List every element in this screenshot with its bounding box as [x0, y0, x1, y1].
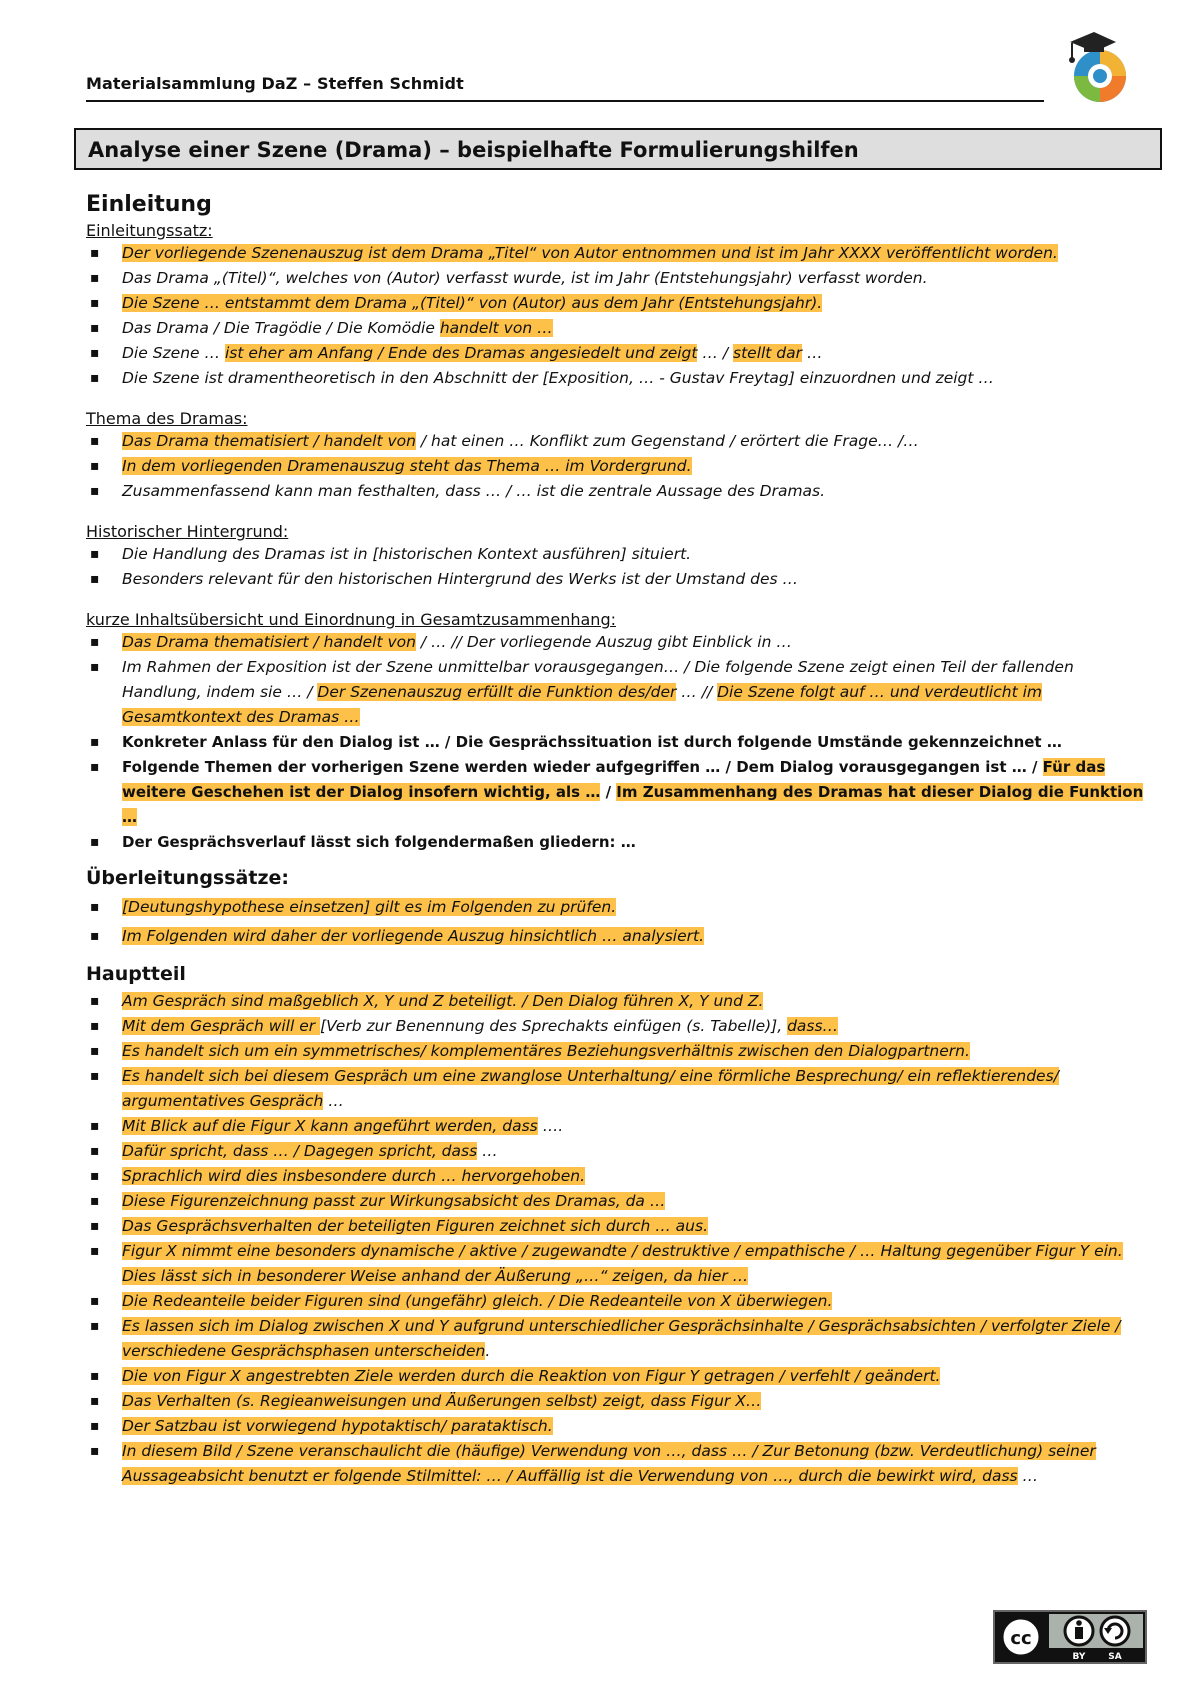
list-item — [86, 1014, 1146, 1039]
subheading-inhalt: kurze Inhaltsübersicht und Einordnung in Gesamtzusammenhang: — [86, 610, 616, 629]
highlighted-text: Mit dem Gespräch will er — [122, 1017, 321, 1035]
item-text: Der Gesprächsverlauf lässt sich folgendermaßen gliedern: … — [122, 833, 636, 851]
highlighted-text: stellt dar — [733, 344, 803, 362]
subheading-thema: Thema des Dramas: — [86, 409, 248, 428]
section-heading-ueberleitung: Überleitungssätze: — [86, 867, 289, 889]
highlighted-text: Die Szene … entstammt dem Drama „(Titel)“ von (Autor) aus dem Jahr (Entstehungsjahr). — [122, 294, 823, 312]
list-item — [86, 454, 1146, 479]
list-ueberleitung — [86, 893, 1146, 951]
list-item — [86, 989, 1146, 1014]
list-item — [86, 241, 1146, 266]
item-text: … — [1017, 1467, 1039, 1485]
item-text: … — [323, 1092, 344, 1110]
item-text: Die Szene ist dramentheoretisch in den Abschnitt der [Exposition, … - Gustav Freytag] einzuordnen und zeigt … — [122, 369, 994, 387]
highlighted-text: handelt von … — [439, 319, 553, 337]
list-hauptteil — [86, 989, 1146, 1489]
highlighted-text: Diese Figurenzeichnung passt zur Wirkungsabsicht des Dramas, da … — [122, 1192, 666, 1210]
list-thema — [86, 429, 1146, 504]
item-text: Das Drama „(Titel)“, welches von (Autor) verfasst wurde, ist im Jahr (Entstehungsjahr) verfasst worden. — [122, 269, 928, 287]
item-text: Zusammenfassend kann man festhalten, dass … / … ist die zentrale Aussage des Dramas. — [122, 482, 826, 500]
item-text: … / — [697, 344, 733, 362]
list-item — [86, 316, 1146, 341]
highlighted-text: Am Gespräch sind maßgeblich X, Y und Z beteiligt. / Den Dialog führen X, Y und Z. — [122, 992, 764, 1010]
list-item — [86, 366, 1146, 391]
item-text: / — [600, 783, 617, 801]
highlighted-text: Das Gesprächsverhalten der beteiligten Figuren zeichnet sich durch … aus. — [122, 1217, 708, 1235]
item-text: …. — [537, 1117, 564, 1135]
page-header — [86, 74, 1044, 102]
list-item — [86, 1314, 1146, 1364]
highlighted-text: Der Satzbau ist vorwiegend hypotaktisch/ parataktisch. — [122, 1417, 553, 1435]
highlighted-text: Das Verhalten (s. Regieanweisungen und Äußerungen selbst) zeigt, dass Figur X… — [122, 1392, 762, 1410]
list-item — [86, 1164, 1146, 1189]
list-item — [86, 630, 1146, 655]
list-einleitungssatz — [86, 241, 1146, 391]
list-item — [86, 1189, 1146, 1214]
license-sa-label: SA — [1108, 1652, 1122, 1662]
highlighted-text: Figur X nimmt eine besonders dynamische / aktive / zugewandte / destruktive / empathische / … Haltung gegenüber Figur Y ein. Dies lässt sich in besonderer Weise anhand der Äußerung „…“ zeigen, da hier … — [122, 1242, 1123, 1285]
item-text: Die Handlung des Dramas ist in [historischen Kontext ausführen] situiert. — [122, 545, 692, 563]
item-text: Im Rahmen der Exposition ist der Szene unmittelbar vorausgegangen… / Die folgende Szene zeigt einen Teil der fallenden Handlung, indem sie … / — [122, 658, 1074, 701]
list-item — [86, 1364, 1146, 1389]
list-item — [86, 893, 1146, 922]
highlighted-text: Es handelt sich um ein symmetrisches/ komplementäres Beziehungsverhältnis zwischen den Dialogpartnern. — [122, 1042, 970, 1060]
highlighted-text: Es lassen sich im Dialog zwischen X und Y aufgrund unterschiedlicher Gesprächsinhalte / Gesprächsabsichten / verfolgter Ziele / verschiedene Gesprächsphasen unterscheiden — [122, 1317, 1121, 1360]
item-text: . — [485, 1342, 491, 1360]
highlighted-text: Im Zusammenhang des Dramas hat dieser Dialog die Funktion … — [122, 783, 1144, 826]
list-item — [86, 1289, 1146, 1314]
item-text: Die Szene … — [122, 344, 225, 362]
highlighted-text: Der Szenenauszug erfüllt die Funktion des/der — [317, 683, 677, 701]
item-text: Folgende Themen der vorherigen Szene werden wieder aufgegriffen … / Dem Dialog vorausgegangen ist … / — [122, 758, 1043, 776]
list-item — [86, 1389, 1146, 1414]
highlighted-text: In dem vorliegenden Dramenauszug steht das Thema … im Vordergrund. — [122, 457, 692, 475]
item-text: … // — [676, 683, 718, 701]
license-by-label: BY — [1072, 1652, 1086, 1662]
list-item — [86, 1064, 1146, 1114]
subheading-hintergrund: Historischer Hintergrund: — [86, 522, 289, 541]
list-item — [86, 755, 1146, 830]
list-item — [86, 1239, 1146, 1289]
list-item — [86, 266, 1146, 291]
creative-commons-by-sa-icon — [993, 1610, 1147, 1664]
highlighted-text: Mit Blick auf die Figur X kann angeführt werden, dass — [122, 1117, 538, 1135]
list-item — [86, 922, 1146, 951]
highlighted-text: Dafür spricht, dass … / Dagegen spricht, dass — [122, 1142, 478, 1160]
list-item — [86, 567, 1146, 592]
list-item — [86, 1414, 1146, 1439]
svg-text:cc: cc — [1010, 1628, 1032, 1649]
highlighted-text: Die von Figur X angestrebten Ziele werden durch die Reaktion von Figur Y getragen / verfehlt / geändert. — [122, 1367, 941, 1385]
subheading-einleitungssatz: Einleitungssatz: — [86, 221, 213, 240]
highlighted-text: Es handelt sich bei diesem Gespräch um eine zwanglose Unterhaltung/ eine förmliche Besprechung/ ein reflektierendes/ argumentatives Gespräch — [122, 1067, 1059, 1110]
section-heading-einleitung: Einleitung — [86, 192, 212, 217]
header-title: Materialsammlung DaZ – Steffen Schmidt — [86, 74, 464, 93]
highlighted-text: [Deutungshypothese einsetzen] gilt es im Folgenden zu prüfen. — [122, 898, 617, 916]
item-text: [Verb zur Benennung des Sprechakts einfügen (s. Tabelle)], — [320, 1017, 788, 1035]
list-item — [86, 1139, 1146, 1164]
list-item — [86, 429, 1146, 454]
item-text: … — [802, 344, 823, 362]
highlighted-text: Die Szene folgt auf … und verdeutlicht im Gesamtkontext des Dramas … — [122, 683, 1042, 726]
section-heading-hauptteil: Hauptteil — [86, 963, 186, 985]
list-item — [86, 1439, 1146, 1489]
list-item — [86, 1114, 1146, 1139]
list-item — [86, 341, 1146, 366]
graduation-globe-logo-icon — [1050, 22, 1136, 108]
list-hintergrund — [86, 542, 1146, 592]
item-text: Konkreter Anlass für den Dialog ist … / Die Gesprächssituation ist durch folgende Umstände gekennzeichnet … — [122, 733, 1062, 751]
list-item — [86, 830, 1146, 855]
item-text: Das Drama / Die Tragödie / Die Komödie — [122, 319, 440, 337]
document-title: Analyse einer Szene (Drama) – beispielhafte Formulierungshilfen — [88, 138, 859, 162]
list-item — [86, 1039, 1146, 1064]
item-text: … — [477, 1142, 498, 1160]
highlighted-text: In diesem Bild / Szene veranschaulicht die (häufige) Verwendung von …, dass … / Zur Betonung (bzw. Verdeutlichung) seiner Aussageabsicht benutzt er folgende Stilmittel: … / Auffällig ist die Verwendung von …, durch die bewirkt wird, dass — [122, 1442, 1096, 1485]
list-item — [86, 291, 1146, 316]
highlighted-text: dass… — [787, 1017, 839, 1035]
document-title-box — [74, 128, 1162, 170]
list-item — [86, 542, 1146, 567]
item-text: / … // Der vorliegende Auszug gibt Einblick in … — [415, 633, 792, 651]
list-inhalt — [86, 630, 1146, 730]
item-text: / hat einen … Konflikt zum Gegenstand / erörtert die Frage… /… — [415, 432, 919, 450]
highlighted-text: Sprachlich wird dies insbesondere durch … hervorgehoben. — [122, 1167, 586, 1185]
item-text: Besonders relevant für den historischen Hintergrund des Werks ist der Umstand des … — [122, 570, 799, 588]
list-item — [86, 479, 1146, 504]
list-item — [86, 655, 1146, 730]
highlighted-text: Das Drama thematisiert / handelt von — [122, 633, 416, 651]
highlighted-text: ist eher am Anfang / Ende des Dramas angesiedelt und zeigt — [224, 344, 698, 362]
list-inhalt-bold — [86, 730, 1146, 855]
list-item — [86, 730, 1146, 755]
highlighted-text: Der vorliegende Szenenauszug ist dem Drama „Titel“ von Autor entnommen und ist im Jahr XXXX veröffentlicht worden. — [122, 244, 1058, 262]
document-content — [86, 192, 1146, 1489]
highlighted-text: Die Redeanteile beider Figuren sind (ungefähr) gleich. / Die Redeanteile von X überwiegen. — [122, 1292, 833, 1310]
highlighted-text: Für das weitere Geschehen ist der Dialog insofern wichtig, als … — [122, 758, 1106, 801]
list-item — [86, 1214, 1146, 1239]
highlighted-text: Das Drama thematisiert / handelt von — [122, 432, 416, 450]
highlighted-text: Im Folgenden wird daher der vorliegende Auszug hinsichtlich … analysiert. — [122, 927, 704, 945]
